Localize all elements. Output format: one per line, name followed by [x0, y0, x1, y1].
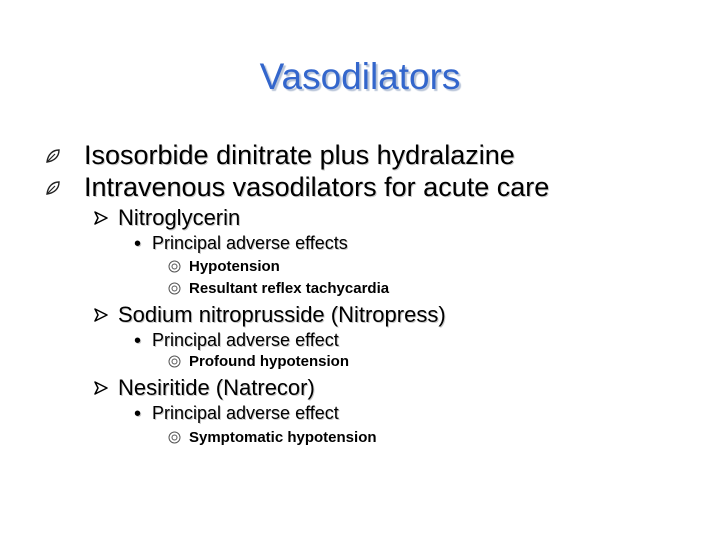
- bullet-item-12: [168, 429, 377, 446]
- bullet-item-6: [168, 280, 389, 297]
- bullet-text: Nesiritide (Natrecor): [118, 375, 315, 400]
- dot-icon: •: [134, 402, 142, 425]
- bullet-text: Principal adverse effect: [152, 330, 339, 350]
- bullet-item-4: [134, 233, 348, 254]
- bullet-text: Resultant reflex tachycardia: [189, 280, 390, 297]
- bullet-text: Symptomatic hypotension: [189, 429, 377, 446]
- bullet-item-9: [168, 353, 349, 370]
- arrow-icon: [94, 381, 108, 395]
- bullet-text: Principal adverse effect: [152, 403, 339, 423]
- bullet-text: Isosorbide dinitrate plus hydralazine: [84, 140, 515, 170]
- arrow-icon: [94, 211, 108, 225]
- bullet-text: Hypotension: [189, 258, 280, 275]
- bullet-text: Nitroglycerin: [118, 205, 241, 230]
- arrow-icon: [94, 308, 108, 322]
- leaf-icon: [45, 148, 61, 164]
- medallion-icon: [168, 260, 181, 273]
- bullet-item-11: [134, 403, 339, 424]
- bullet-item-3: [94, 205, 240, 231]
- leaf-icon: [45, 180, 61, 196]
- bullet-item-2: [45, 172, 549, 203]
- slide-title: Vasodilators: [259, 56, 461, 97]
- bullet-text: Profound hypotension: [189, 353, 349, 370]
- dot-icon: •: [134, 329, 142, 352]
- bullet-item-7: [94, 302, 446, 328]
- medallion-icon: [168, 282, 181, 295]
- bullet-item-10: [94, 375, 315, 401]
- bullet-text: Principal adverse effects: [152, 233, 348, 253]
- bullet-item-8: [134, 330, 339, 351]
- medallion-icon: [168, 431, 181, 444]
- bullet-text: Intravenous vasodilators for acute care: [84, 172, 550, 202]
- medallion-icon: [168, 355, 181, 368]
- dot-icon: •: [134, 232, 142, 255]
- bullet-text: Sodium nitroprusside (Nitropress): [118, 302, 446, 327]
- bullet-item-5: [168, 258, 280, 275]
- bullet-item-1: [45, 140, 515, 171]
